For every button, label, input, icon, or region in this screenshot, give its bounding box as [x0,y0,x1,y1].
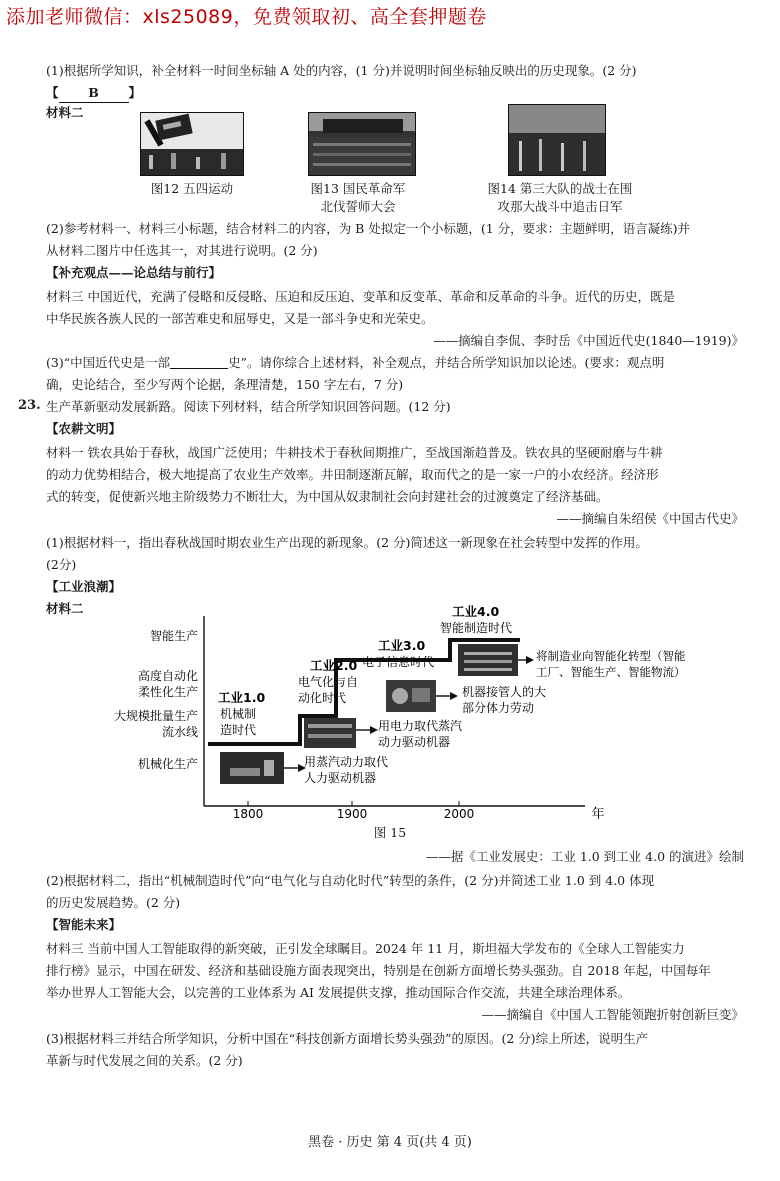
q23-sub2-2: 的历史发展趋势。(2 分) [46,895,181,910]
x-tick-2000: 2000 [443,807,475,821]
q22-material3-source: ——摘编自李侃、李时岳《中国近代史(1840—1919)》 [433,333,744,348]
fig15-source: ——据《工业发展史：工业 1.0 到工业 4.0 的演进》绘制 [425,849,744,864]
fig15-caption: 图 15 [373,825,407,840]
stage1-era-1: 机械制 [220,707,257,721]
stage4-note-1: 将制造业向智能化转型（智能 [536,649,686,663]
blank-letter: B [59,84,129,103]
stage4-name: 工业4.0 [452,604,500,619]
q23-sub3-2: 革新与时代发展之间的关系。(2 分) [46,1053,243,1068]
q22-sub2-2: 从材料二图片中任选其一，对其进行说明。(2 分) [46,243,318,258]
may-fourth-photo [140,112,244,176]
stage2-note-2: 动力驱动机器 [378,735,451,749]
q23-material3-source: ——摘编自《中国人工智能领跑折射创新巨变》 [481,1007,744,1022]
y-label-mass-2: 流水线 [161,725,198,739]
material2-label: 材料二 [46,105,84,120]
battle-photo [508,104,606,176]
fig13-caption-2: 北伐誓师大会 [320,199,396,214]
fig14-caption-2: 攻那大战斗中追击日军 [497,199,623,214]
y-label-auto-1: 高度自动化 [137,669,198,683]
steam-photo [220,752,284,784]
stage4-note-2: 工厂、智能生产、智能物流） [536,665,686,679]
q23-sub2-1: (2)根据材料二，指出“机械制造时代”向“电气化与自动化时代”转型的条件，(2 分)并简述工业 1.0 到 4.0 体现 [46,873,655,888]
watermark-banner: 添加老师微信：xls25089，免费领取初、高全套押题卷 [6,6,487,28]
q23-material1-2: 的动力优势相结合，极大地提高了农业生产效率。井田制逐渐瓦解，取而代之的是一家一户的小农经济。经济形 [46,467,659,482]
stage3-era: 电子信息时代 [362,655,435,669]
q23-sub1-1: (1)根据材料一，指出春秋战国时期农业生产出现的新现象。(2 分)简述这一新现象在社会转型中发挥的作用。 [46,535,648,550]
stage2-era-1: 电气化与自 [298,675,359,689]
stage2-era-2: 动化时代 [298,691,347,705]
x-tick-1800: 1800 [232,807,264,821]
section-intelligence: 【智能未来】 [46,917,122,932]
electric-photo [304,718,356,748]
q23-material1-3: 式的转变，促使新兴地主阶级势力不断壮大，为中国从奴隶制社会向封建社会的过渡奠定了经济基础。 [46,489,609,504]
q23-sub1-2: (2分) [46,557,77,572]
y-label-auto-2: 柔性化生产 [137,685,198,699]
fig12-caption: 图12 五四运动 [150,181,234,196]
section-supplement: 【补充观点——论总结与前行】 [46,265,222,280]
stage1-note-2: 人力驱动机器 [304,771,377,785]
stage1-era-2: 造时代 [220,723,257,737]
fig14-caption-1: 图14 第三大队的战士在围 [487,181,633,196]
q23-title: 生产革新驱动发展新路。阅读下列材料，结合所学知识回答问题。(12 分) [46,399,451,414]
q23-number: 23. [18,398,41,413]
smart-factory-photo [458,644,518,676]
y-label-mass-1: 大规模批量生产 [113,709,198,723]
x-tick-1900: 1900 [336,807,368,821]
stage2-note-1: 用电力取代蒸汽 [378,719,463,733]
q23-material2-label: 材料二 [46,601,84,616]
q22-sub3-1: (3)“中国近代史是一部 史”。请你综合上述材料，补全观点，并结合所学知识加以论述。(要求：观点明 [46,355,665,370]
q22-sub2-1: (2)参考材料一、材料三小标题，结合材料二的内容，为 B 处拟定一个小标题，(1 分，要求：主题鲜明，语言凝练)并 [46,221,691,236]
stage3-note-1: 机器接管人的大 [462,685,547,699]
x-axis-label: 年 [591,807,605,822]
y-label-mech: 机械化生产 [137,757,198,771]
computer-photo [386,680,436,712]
q22-material3-1: 材料三 中国近代，充满了侵略和反侵略、压迫和反压迫、变革和反变革、革命和反革命的斗争。近代的历史，既是 [46,289,675,304]
q23-sub3-1: (3)根据材料三并结合所学知识，分析中国在“科技创新方面增长势头强劲”的原因。(2 分)综上所述，说明生产 [46,1031,649,1046]
q22-sub1: (1)根据所学知识，补全材料一时间坐标轴 A 处的内容，(1 分)并说明时间坐标轴反映出的历史现象。(2 分) [46,63,637,78]
section-farming: 【农耕文明】 [46,421,122,436]
stage1-note-1: 用蒸汽动力取代 [304,755,389,769]
answer-blank [170,356,228,369]
page-footer: 黑卷 · 历史 第 4 页(共 4 页) [308,1135,472,1150]
arrowhead-3 [450,692,458,700]
stage3-note-2: 部分体力劳动 [462,701,535,715]
northern-expedition-photo [308,112,416,176]
fig13-caption-1: 图13 国民革命军 [310,181,406,196]
stage4-era: 智能制造时代 [440,621,513,635]
stage1-name: 工业1.0 [218,690,266,705]
q23-material1-source: ——摘编自朱绍侯《中国古代史》 [556,511,744,526]
q23-material1-1: 材料一 铁农具始于春秋，战国广泛使用；牛耕技术于春秋间期推广，至战国渐趋普及。铁农具的坚硬耐磨与牛耕 [46,445,663,460]
q22-blank-b: 【 B 】 [46,84,746,103]
section-industry: 【工业浪潮】 [46,579,122,594]
q23-material3-1: 材料三 当前中国人工智能取得的新突破，正引发全球瞩目。2024 年 11 月，斯坦福大学发布的《全球人工智能实力 [46,941,685,956]
q23-material3-3: 举办世界人工智能大会，以完善的工业体系为 AI 发展提供支撑，推动国际合作交流，共建全球治理体系。 [46,985,631,1000]
arrowhead-4 [526,656,534,664]
stage3-name: 工业3.0 [378,638,426,653]
q22-material3-2: 中华民族各族人民的一部苦难史和屈辱史，又是一部斗争史和光荣史。 [46,311,434,326]
arrowhead-2 [370,726,378,734]
y-label-smart: 智能生产 [149,629,198,643]
industry-step-chart [80,596,686,826]
stage2-name: 工业2.0 [310,658,358,673]
q23-material3-2: 排行榜》显示，中国在研发、经济和基础设施方面表现突出，特别是在创新方面增长势头强劲。自 2018 年起，中国每年 [46,963,711,978]
q22-sub3-2: 确，史论结合，至少写两个论据，条理清楚，150 字左右，7 分) [46,377,404,392]
